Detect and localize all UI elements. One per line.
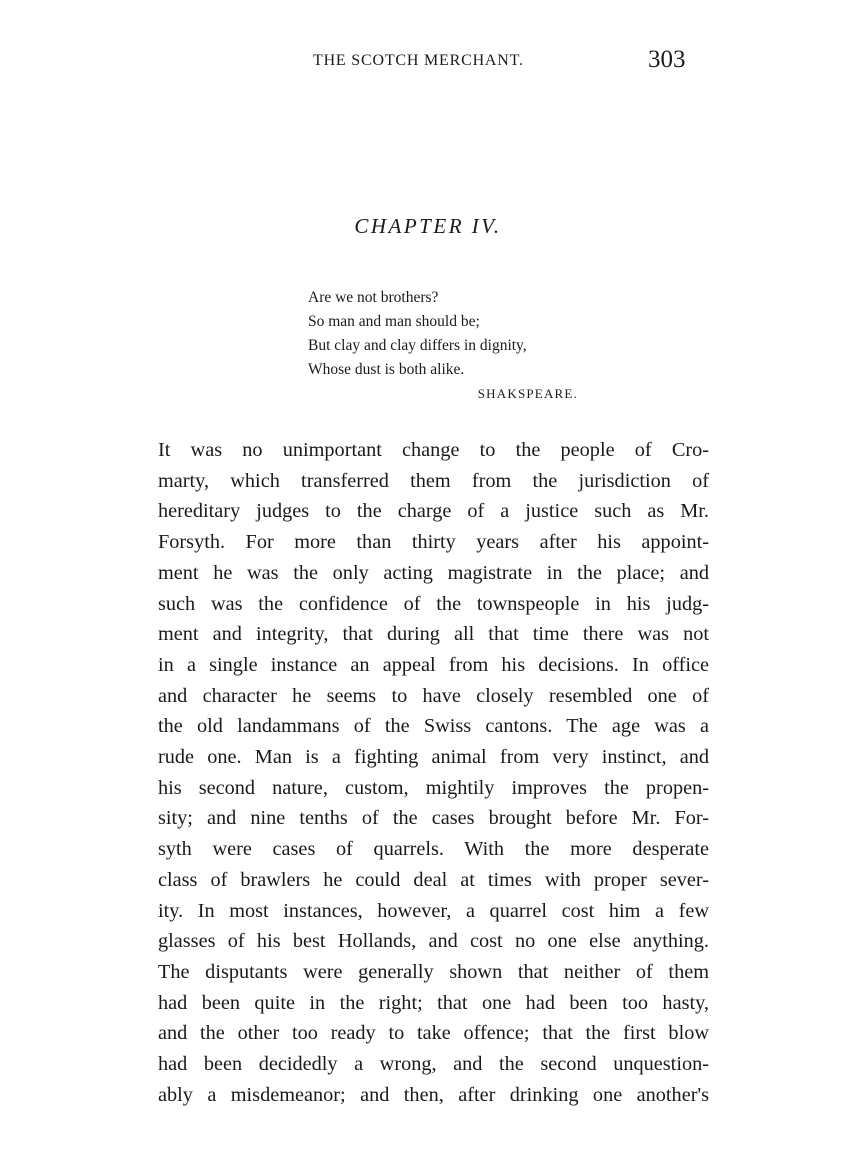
text-line: such was the confidence of the townspeople in his judg- bbox=[158, 592, 709, 615]
running-header bbox=[0, 46, 850, 76]
epigraph-line: Are we not brothers? bbox=[308, 289, 439, 306]
text-line: the old landammans of the Swiss cantons. The age was a bbox=[158, 715, 709, 738]
epigraph-attribution: SHAKSPEARE. bbox=[477, 386, 578, 401]
text-line: and the other too ready to take offence; that the first blow bbox=[158, 1022, 709, 1045]
text-line: ity. In most instances, however, a quarrel cost him a few bbox=[158, 899, 709, 922]
text-line: ment he was the only acting magistrate in the place; and bbox=[158, 561, 709, 584]
epigraph-line: But clay and clay differs in dignity, bbox=[308, 337, 527, 354]
epigraph-line: Whose dust is both alike. bbox=[308, 361, 465, 378]
text-line: had been decidedly a wrong, and the second unquestion- bbox=[158, 1053, 709, 1076]
text-line: class of brawlers he could deal at times with proper sever- bbox=[158, 868, 709, 891]
text-line: and character he seems to have closely resembled one of bbox=[158, 684, 709, 707]
chapter-title: CHAPTER IV. bbox=[354, 214, 502, 238]
body-paragraph bbox=[158, 435, 709, 1110]
text-line: hereditary judges to the charge of a justice such as Mr. bbox=[158, 500, 709, 523]
text-line: ment and integrity, that during all that time there was not bbox=[158, 623, 709, 646]
text-line: sity; and nine tenths of the cases brought before Mr. For- bbox=[158, 807, 709, 830]
text-line: glasses of his best Hollands, and cost no one else anything. bbox=[158, 930, 709, 953]
text-line: marty, which transferred them from the jurisdiction of bbox=[158, 469, 709, 492]
text-line: his second nature, custom, mightily improves the propen- bbox=[158, 776, 709, 799]
epigraph bbox=[308, 286, 578, 406]
epigraph-line: So man and man should be; bbox=[308, 313, 480, 330]
text-line: The disputants were generally shown that neither of them bbox=[158, 960, 709, 983]
running-title: THE SCOTCH MERCHANT. bbox=[313, 52, 524, 69]
text-line: rude one. Man is a fighting animal from very instinct, and bbox=[158, 746, 709, 769]
text-line: in a single instance an appeal from his decisions. In office bbox=[158, 653, 709, 676]
text-line: had been quite in the right; that one had been too hasty, bbox=[158, 991, 709, 1014]
text-line: ably a misdemeanor; and then, after drinking one another's bbox=[158, 1083, 709, 1106]
text-line: syth were cases of quarrels. With the more desperate bbox=[158, 838, 709, 861]
page-number: 303 bbox=[648, 46, 686, 73]
text-line: It was no unimportant change to the people of Cro- bbox=[158, 439, 709, 461]
text-line: Forsyth. For more than thirty years after his appoint- bbox=[158, 531, 709, 554]
